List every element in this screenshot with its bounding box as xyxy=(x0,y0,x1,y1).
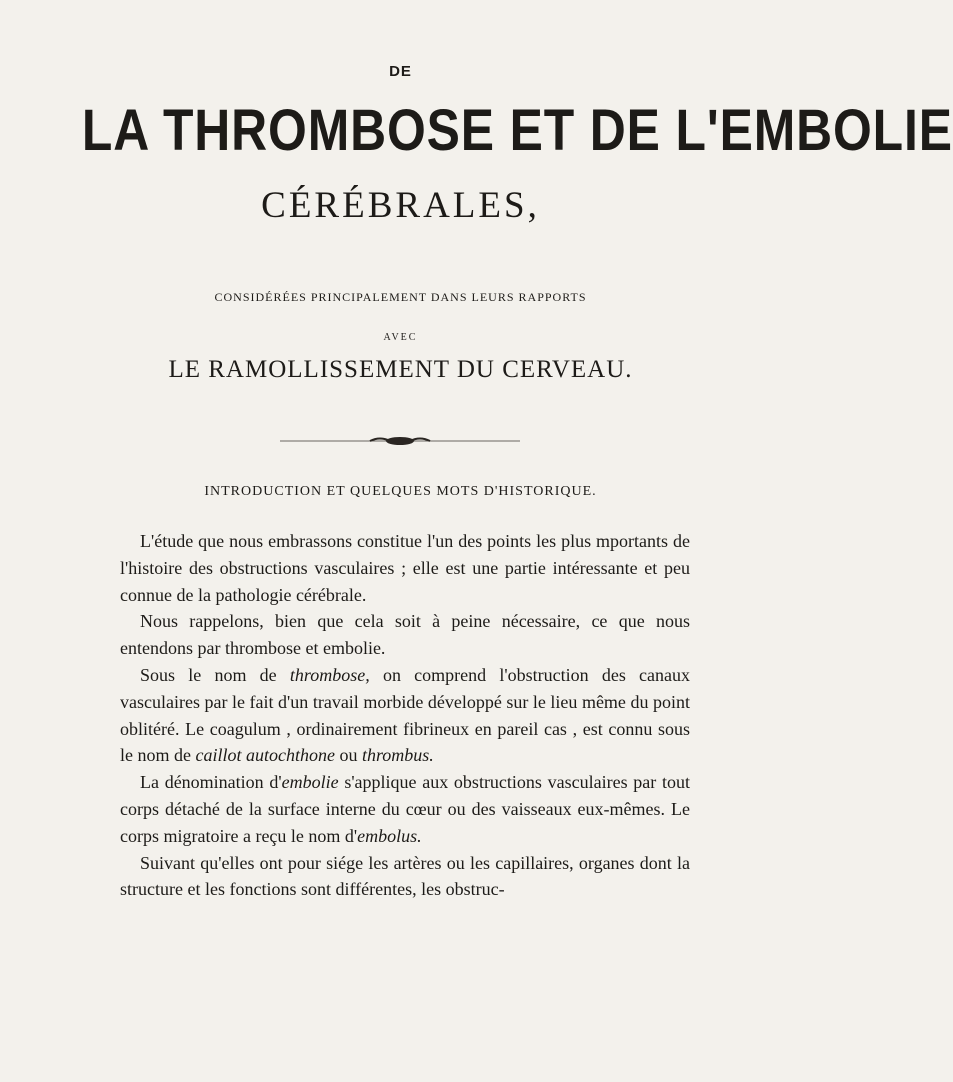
paragraph-1: L'étude que nous embrassons constitue l'un des points les plus mportants de l'histoire des obstructions vasculaires ; elle est une partie intéressante et peu connue de la pathologie cérébrale. xyxy=(120,531,690,605)
paragraph-4 xyxy=(120,769,690,849)
term-thrombose: thrombose, xyxy=(289,664,370,685)
paragraph-3-text-c: ou xyxy=(334,745,362,766)
term-embolus: embolus. xyxy=(357,825,422,846)
paragraph-4-text-b: s'applique aux obstructions vasculaires par tout corps détaché de la surface interne du cœur ou des vaisseaux eux-mêmes. Le corps migratoire a reçu le nom d' xyxy=(120,772,690,846)
paragraph-3-text-a: Sous le nom de xyxy=(140,664,290,685)
section-heading: INTRODUCTION ET QUELQUES MOTS D'HISTORIQUE. xyxy=(204,484,597,499)
subtitle: CONSIDÉRÉES PRINCIPALEMENT DANS LEURS RAPPORTS xyxy=(214,290,587,304)
term-caillot: caillot autochthone xyxy=(195,745,335,766)
paragraph-2: Nous rappelons, bien que cela soit à peine nécessaire, ce que nous entendons par thrombose et embolie. xyxy=(120,611,690,659)
paragraph-3-text-b: on comprend l'obstruction des canaux vasculaires par le fait d'un travail morbide développé sur le lieu même du point oblitéré. Le coagulum , ordinairement fibrineux en pareil cas , est connu sous le nom de xyxy=(120,664,691,766)
main-title-line1: LA THROMBOSE ET DE L'EMBOLIE xyxy=(81,98,953,163)
paragraph-3 xyxy=(120,662,690,769)
paragraph-4-text-a: La dénomination d' xyxy=(140,772,282,793)
main-title-line3: LE RAMOLLISSEMENT DU CERVEAU. xyxy=(168,356,633,383)
avec-label: AVEC xyxy=(383,332,418,343)
title-de: DE xyxy=(389,63,412,80)
term-thrombus: thrombus. xyxy=(361,745,434,766)
term-embolie: embolie xyxy=(281,772,339,793)
ornament-divider xyxy=(280,435,520,447)
main-title-line2: CÉRÉBRALES, xyxy=(261,185,540,226)
body-text xyxy=(120,528,690,903)
paragraph-5: Suivant qu'elles ont pour siége les artères ou les capillaires, organes dont la structure et les fonctions sont différentes, les obstruc- xyxy=(120,852,690,900)
